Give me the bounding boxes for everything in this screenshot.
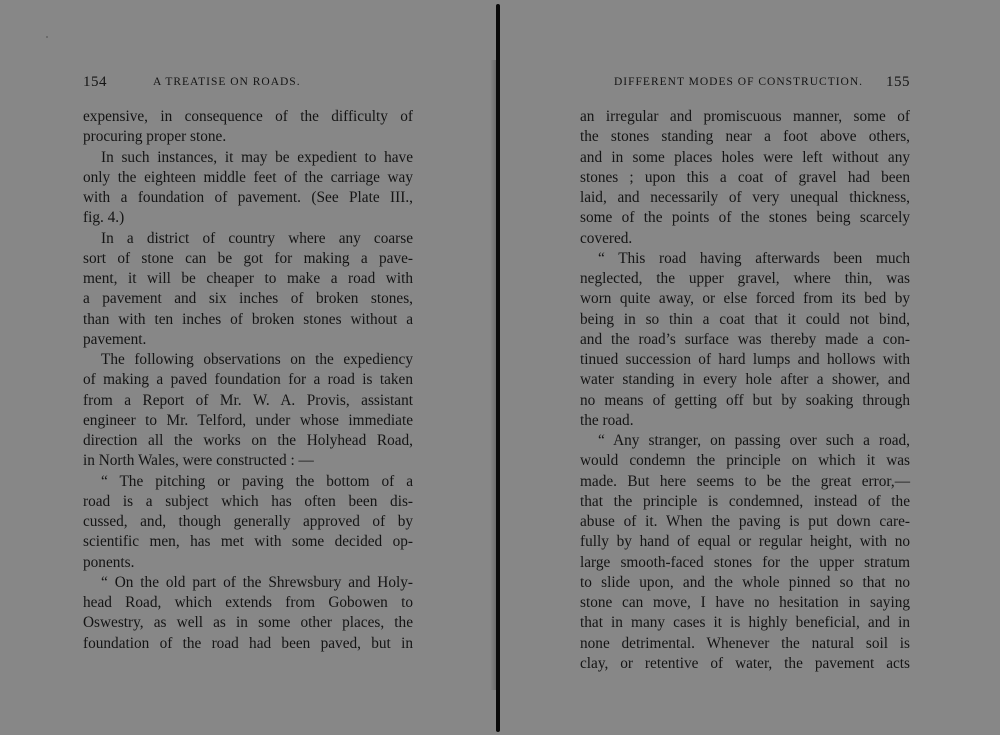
- text-line: In a district of country where any coarse: [101, 229, 413, 247]
- text-line: sort of stone can be got for making a pave-: [83, 249, 413, 267]
- text-line: The following observations on the expediency: [101, 351, 413, 368]
- text-line: procuring proper stone.: [83, 128, 227, 146]
- right-running-title: DIFFERENT MODES OF CONSTRUCTION.: [614, 76, 864, 88]
- text-line: direction all the works on the Holyhead Road,: [83, 432, 413, 449]
- text-line: the stones standing near a foot above others,: [580, 128, 910, 146]
- text-line: fully by hand of equal or regular height, with no: [580, 533, 910, 551]
- text-line: “ This road having afterwards been much: [598, 249, 910, 267]
- text-line: covered.: [580, 229, 633, 247]
- text-line: “ The pitching or paving the bottom of a: [101, 472, 413, 490]
- text-line: the road.: [580, 411, 634, 429]
- text-line: expensive, in consequence of the difficulty of: [83, 108, 413, 125]
- text-line: only the eighteen middle feet of the carriage way: [83, 168, 413, 186]
- text-line: from a Report of Mr. W. A. Provis, assistant: [83, 391, 413, 409]
- text-line: “ Any stranger, on passing over such a road,: [598, 432, 910, 449]
- text-line: scientific men, has met with some decided op-: [83, 533, 413, 551]
- right-running-head: [614, 76, 910, 96]
- text-line: stones ; upon this a coat of gravel had been: [580, 168, 910, 186]
- text-line: tinued succession of hard lumps and hollows with: [580, 351, 910, 368]
- text-line: would condemn the principle on which it was: [580, 452, 910, 470]
- text-line: cussed, and, though generally approved of by: [83, 513, 413, 530]
- text-line: engineer to Mr. Telford, under whose immediate: [83, 411, 413, 429]
- text-line: abuse of it. When the paving is put down care-: [580, 513, 910, 530]
- left-body-text: [83, 107, 413, 654]
- text-line: to slide upon, and the whole pinned so that no: [580, 573, 910, 591]
- text-line: pavement.: [83, 330, 147, 348]
- text-line: large smooth-faced stones for the upper stratum: [580, 553, 910, 571]
- left-running-title: A TREATISE ON ROADS.: [153, 76, 301, 88]
- text-line: foundation of the road had been paved, but in: [83, 634, 413, 652]
- text-line: clay, or retentive of water, the pavement acts: [580, 654, 910, 672]
- text-line: that in many cases it is highly beneficial, and in: [580, 614, 910, 632]
- right-body-text: [580, 107, 910, 674]
- text-line: some of the points of the stones being scarcely: [580, 209, 910, 227]
- text-line: stone can move, I have no hesitation in saying: [580, 594, 910, 611]
- text-line: of making a paved foundation for a road is taken: [83, 371, 413, 389]
- text-line: in North Wales, were constructed : —: [83, 452, 314, 470]
- text-line: made. But here seems to be the great error,—: [580, 472, 910, 490]
- left-running-head: [83, 76, 413, 96]
- text-line: than with ten inches of broken stones without a: [83, 310, 413, 328]
- text-line: an irregular and promiscuous manner, some of: [580, 108, 910, 125]
- text-line: head Road, which extends from Gobowen to: [83, 594, 413, 611]
- text-line: and in some places holes were left without any: [580, 148, 910, 166]
- text-line: being in so thin a coat that it could not bind,: [580, 310, 910, 328]
- text-line: laid, and necessarily of very unequal thickness,: [580, 189, 910, 206]
- text-line: In such instances, it may be expedient to have: [101, 148, 413, 166]
- text-line: neglected, the upper gravel, where thin, was: [580, 270, 910, 287]
- left-page: [0, 0, 495, 735]
- text-line: road is a subject which has often been dis-: [83, 492, 413, 510]
- text-line: worn quite away, or else forced from its bed by: [580, 290, 910, 308]
- text-line: a pavement and six inches of broken stones,: [83, 290, 413, 308]
- left-page-number: 154: [83, 74, 107, 90]
- text-line: ment, it will be cheaper to make a road with: [83, 270, 413, 287]
- text-line: no means of getting off but by soaking through: [580, 391, 910, 409]
- text-line: Oswestry, as well as in some other places, the: [83, 614, 413, 632]
- text-line: with a foundation of pavement. (See Plate III.,: [83, 189, 413, 206]
- text-line: ponents.: [83, 553, 135, 571]
- text-line: “ On the old part of the Shrewsbury and Holy-: [101, 573, 413, 591]
- text-line: none detrimental. Whenever the natural soil is: [580, 634, 910, 652]
- right-page-number: 155: [886, 74, 910, 90]
- text-line: that the principle is condemned, instead of the: [580, 492, 910, 510]
- text-line: water standing in every hole after a shower, and: [580, 371, 910, 389]
- text-line: fig. 4.): [83, 209, 125, 227]
- text-line: and the road’s surface was thereby made a con-: [580, 330, 910, 348]
